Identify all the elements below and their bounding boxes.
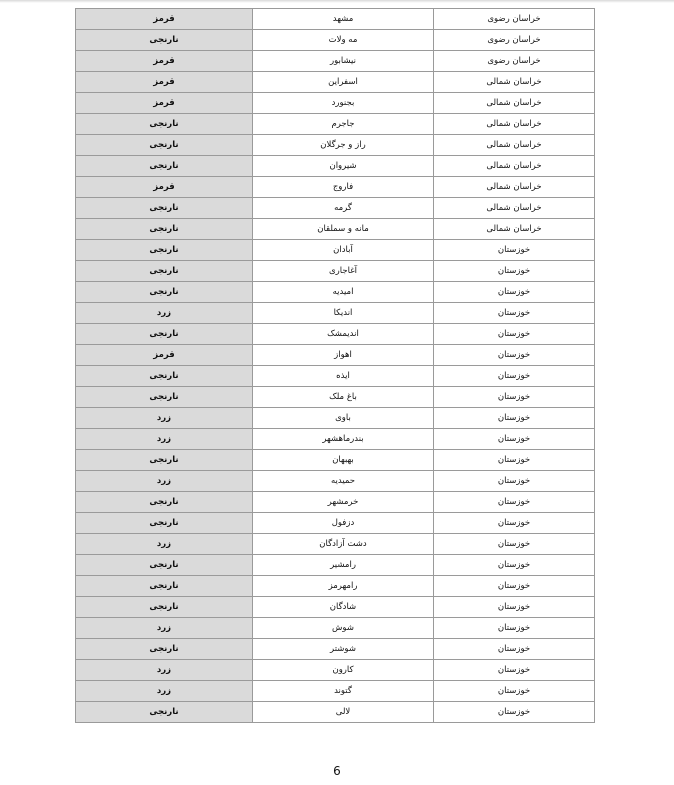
city-cell: باوی [253,408,434,429]
status-cell: نارنجی [76,597,253,618]
city-status-table [75,8,595,723]
table-row [76,114,595,135]
status-cell: نارنجی [76,114,253,135]
status-cell: نارنجی [76,450,253,471]
city-cell: حمیدیه [253,471,434,492]
table-row [76,198,595,219]
province-cell: خراسان شمالی [434,114,595,135]
table-row [76,240,595,261]
table-row [76,51,595,72]
province-cell: خوزستان [434,534,595,555]
city-cell: بندرماهشهر [253,429,434,450]
table-row [76,618,595,639]
city-cell: دشت آزادگان [253,534,434,555]
table-row [76,429,595,450]
status-cell: نارنجی [76,576,253,597]
province-cell: خراسان رضوی [434,51,595,72]
city-cell: آبادان [253,240,434,261]
top-edge-shadow [0,0,674,3]
table-row [76,471,595,492]
city-cell: شوشتر [253,639,434,660]
province-cell: خوزستان [434,429,595,450]
province-cell: خوزستان [434,303,595,324]
page-number: 6 [333,764,341,778]
city-cell: ایذه [253,366,434,387]
province-cell: خوزستان [434,597,595,618]
status-cell: زرد [76,303,253,324]
status-cell: نارنجی [76,639,253,660]
city-cell: امیدیه [253,282,434,303]
province-cell: خوزستان [434,261,595,282]
table-row [76,9,595,30]
table-row [76,513,595,534]
table-row [76,324,595,345]
province-cell: خوزستان [434,240,595,261]
city-cell: گرمه [253,198,434,219]
province-cell: خوزستان [434,681,595,702]
city-cell: باغ ملک [253,387,434,408]
province-cell: خوزستان [434,387,595,408]
table-row [76,177,595,198]
status-cell: قرمز [76,345,253,366]
status-cell: نارنجی [76,555,253,576]
status-cell: قرمز [76,93,253,114]
city-cell: نیشابور [253,51,434,72]
status-cell: نارنجی [76,324,253,345]
status-cell: نارنجی [76,198,253,219]
province-cell: خوزستان [434,513,595,534]
province-cell: خوزستان [434,639,595,660]
status-cell: نارنجی [76,219,253,240]
table-row [76,492,595,513]
table-row [76,219,595,240]
table-row [76,261,595,282]
city-cell: فاروج [253,177,434,198]
status-cell: قرمز [76,177,253,198]
province-cell: خراسان شمالی [434,135,595,156]
province-cell: خوزستان [434,492,595,513]
city-cell: اندیکا [253,303,434,324]
province-cell: خوزستان [434,660,595,681]
city-cell: رامشیر [253,555,434,576]
province-cell: خراسان شمالی [434,93,595,114]
city-cell: شوش [253,618,434,639]
status-cell: نارنجی [76,387,253,408]
status-cell: قرمز [76,72,253,93]
status-cell: نارنجی [76,240,253,261]
status-cell: زرد [76,429,253,450]
status-cell: نارنجی [76,156,253,177]
table-row [76,450,595,471]
city-cell: کارون [253,660,434,681]
province-cell: خراسان شمالی [434,72,595,93]
table-row [76,72,595,93]
province-cell: خراسان شمالی [434,156,595,177]
table-row [76,303,595,324]
province-cell: خراسان رضوی [434,30,595,51]
province-cell: خوزستان [434,576,595,597]
city-cell: خرمشهر [253,492,434,513]
city-cell: اندیمشک [253,324,434,345]
city-cell: مانه و سملقان [253,219,434,240]
status-cell: قرمز [76,51,253,72]
city-cell: اهواز [253,345,434,366]
province-cell: خوزستان [434,366,595,387]
table-row [76,576,595,597]
status-cell: نارنجی [76,261,253,282]
table-row [76,366,595,387]
city-cell: بجنورد [253,93,434,114]
status-cell: زرد [76,408,253,429]
city-cell: مشهد [253,9,434,30]
table-row [76,30,595,51]
province-cell: خراسان شمالی [434,198,595,219]
city-cell: اسفراین [253,72,434,93]
table-row [76,555,595,576]
province-cell: خراسان شمالی [434,177,595,198]
province-cell: خوزستان [434,282,595,303]
status-cell: نارنجی [76,135,253,156]
status-cell: زرد [76,471,253,492]
city-cell: گتوند [253,681,434,702]
province-cell: خوزستان [434,450,595,471]
city-cell: رامهرمز [253,576,434,597]
province-cell: خوزستان [434,408,595,429]
province-cell: خوزستان [434,618,595,639]
city-cell: شیروان [253,156,434,177]
table-row [76,534,595,555]
province-cell: خوزستان [434,702,595,723]
status-cell: زرد [76,660,253,681]
table-row [76,702,595,723]
province-cell: خوزستان [434,345,595,366]
province-cell: خراسان شمالی [434,219,595,240]
table-row [76,135,595,156]
table-row [76,156,595,177]
status-cell: نارنجی [76,702,253,723]
city-cell: دزفول [253,513,434,534]
table-row [76,681,595,702]
table-row [76,93,595,114]
table-body [76,9,595,723]
city-cell: لالی [253,702,434,723]
city-cell: آغاجاری [253,261,434,282]
city-cell: راز و جرگلان [253,135,434,156]
status-cell: زرد [76,618,253,639]
table-row [76,639,595,660]
table-row [76,282,595,303]
status-cell: زرد [76,681,253,702]
city-cell: بهبهان [253,450,434,471]
province-cell: خوزستان [434,324,595,345]
status-cell: نارنجی [76,492,253,513]
status-cell: قرمز [76,9,253,30]
table-row [76,660,595,681]
status-cell: نارنجی [76,366,253,387]
status-cell: نارنجی [76,30,253,51]
table-row [76,408,595,429]
province-cell: خراسان رضوی [434,9,595,30]
province-cell: خوزستان [434,555,595,576]
table-row [76,597,595,618]
status-cell: نارنجی [76,282,253,303]
province-cell: خوزستان [434,471,595,492]
city-cell: جاجرم [253,114,434,135]
status-cell: نارنجی [76,513,253,534]
table-row [76,345,595,366]
table-row [76,387,595,408]
status-cell: زرد [76,534,253,555]
city-cell: مه ولات [253,30,434,51]
city-cell: شادگان [253,597,434,618]
